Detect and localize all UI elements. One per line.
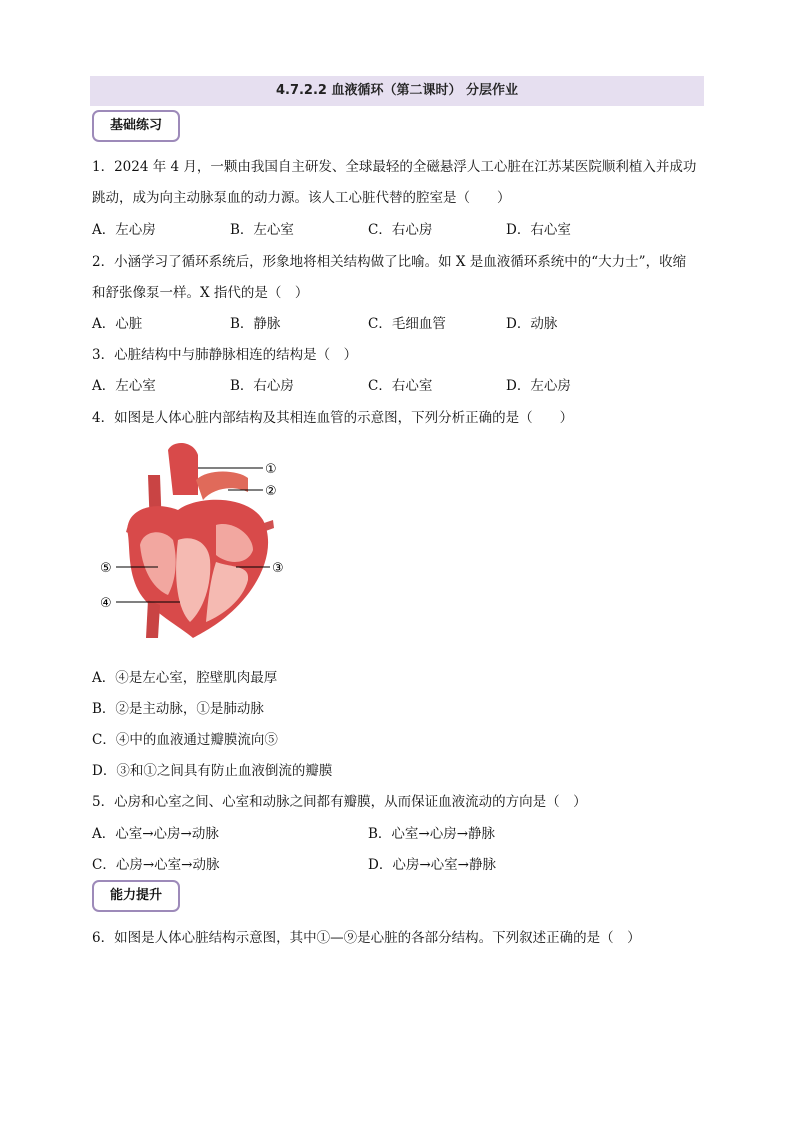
q1-option-c[interactable]: C．右心房 <box>368 222 433 238</box>
question-4-line-1: 4．如图是人体心脏内部结构及其相连血管的示意图，下列分析正确的是（ ） <box>92 410 574 426</box>
q5-option-b[interactable]: B．心室→心房→静脉 <box>368 826 496 842</box>
q4-option-c[interactable]: C．④中的血液通过瓣膜流向⑤ <box>92 732 278 748</box>
q2-option-c[interactable]: C．毛细血管 <box>368 316 446 332</box>
page-title: 4.7.2.2 血液循环（第二课时） 分层作业 <box>90 76 704 106</box>
q4-option-b[interactable]: B．②是主动脉，①是肺动脉 <box>92 701 264 717</box>
pulmonary-artery-shape <box>196 472 248 501</box>
section-tag-advanced: 能力提升 <box>92 880 180 912</box>
vena-cava-bottom-shape <box>146 600 160 638</box>
label-1: ① <box>265 462 277 477</box>
q3-option-a[interactable]: A．左心室 <box>92 378 156 394</box>
q1-option-b[interactable]: B．左心室 <box>230 222 294 238</box>
question-1-line-2: 跳动，成为向主动脉泵血的动力源。该人工心脏代替的腔室是（ ） <box>92 190 511 206</box>
q5-option-d[interactable]: D．心房→心室→静脉 <box>368 857 496 873</box>
aorta-shape <box>168 443 198 495</box>
question-1-line-1: 1．2024 年 4 月，一颗由我国自主研发、全球最轻的全磁悬浮人工心脏在江苏某医院顺利植入并成功 <box>92 159 697 175</box>
question-2-line-1: 2．小涵学习了循环系统后，形象地将相关结构做了比喻。如 X 是血液循环系统中的“大力士”，收缩 <box>92 254 687 270</box>
label-2: ② <box>265 484 277 499</box>
label-5: ⑤ <box>100 561 112 576</box>
q3-option-d[interactable]: D．左心房 <box>506 378 571 394</box>
q2-option-a[interactable]: A．心脏 <box>92 316 143 332</box>
label-3: ③ <box>272 561 284 576</box>
label-4: ④ <box>100 596 112 611</box>
q5-option-c[interactable]: C．心房→心室→动脉 <box>92 857 220 873</box>
q1-option-d[interactable]: D．右心室 <box>506 222 571 238</box>
heart-illustration <box>98 440 298 640</box>
q5-option-a[interactable]: A．心室→心房→动脉 <box>92 826 219 842</box>
q2-option-d[interactable]: D．动脉 <box>506 316 558 332</box>
q4-option-a[interactable]: A．④是左心室，腔壁肌肉最厚 <box>92 670 278 686</box>
q1-option-a[interactable]: A．左心房 <box>92 222 156 238</box>
question-3-line-1: 3．心脏结构中与肺静脉相连的结构是（ ） <box>92 347 358 363</box>
q3-option-c[interactable]: C．右心室 <box>368 378 433 394</box>
heart-diagram <box>98 440 298 640</box>
question-2-line-2: 和舒张像泵一样。X 指代的是（ ） <box>92 285 309 301</box>
q4-option-d[interactable]: D．③和①之间具有防止血液倒流的瓣膜 <box>92 763 333 779</box>
question-6-line-1: 6．如图是人体心脏结构示意图，其中①—⑨是心脏的各部分结构。下列叙述正确的是（ ） <box>92 930 641 946</box>
q2-option-b[interactable]: B．静脉 <box>230 316 281 332</box>
q3-option-b[interactable]: B．右心房 <box>230 378 294 394</box>
section-tag-basic: 基础练习 <box>92 110 180 142</box>
question-5-line-1: 5．心房和心室之间、心室和动脉之间都有瓣膜，从而保证血液流动的方向是（ ） <box>92 794 587 810</box>
